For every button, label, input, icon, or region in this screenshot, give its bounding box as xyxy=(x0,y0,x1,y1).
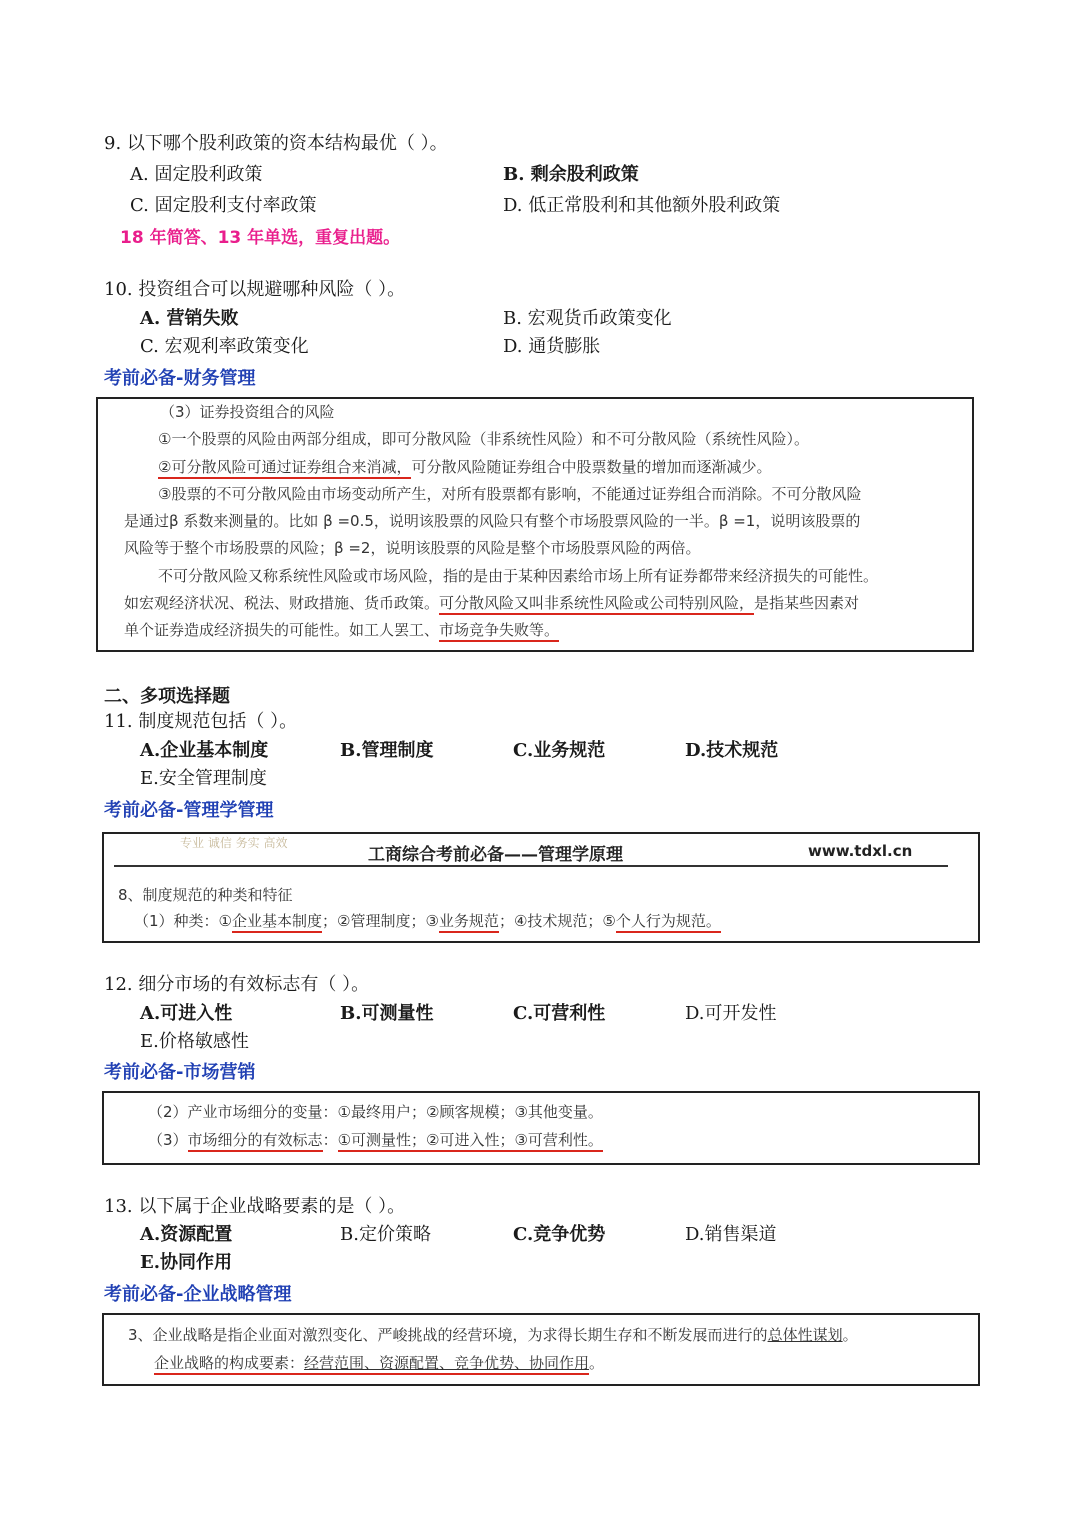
excerpt-line: ②可分散风险可通过证券组合来消减，可分散风险随证券组合中股票数量的增加而逐渐减少。 xyxy=(158,456,771,478)
underlined-text: ①可测量性；②可进入性；③可营利性。 xyxy=(338,1131,603,1152)
q11-stem: 11. 制度规范包括（ ）。 xyxy=(104,711,298,732)
underlined-text: 业务规范 xyxy=(439,912,499,933)
excerpt-line: （1）种类：①企业基本制度；②管理制度；③业务规范；④技术规范；⑤个人行为规范。 xyxy=(134,910,721,932)
q12-option-a: A.可进入性 xyxy=(140,1003,233,1024)
underlined-text: ②可分散风险可通过证券组合来消减， xyxy=(158,458,411,479)
q12-reference-heading: 考前必备-市场营销 xyxy=(104,1062,256,1083)
underlined-text: 个人行为规范。 xyxy=(616,912,721,933)
q12-option-e: E.价格敏感性 xyxy=(140,1031,249,1052)
underlined-text: 可分散风险又叫非系统性风险或公司特别风险， xyxy=(439,594,754,615)
q10-stem: 10. 投资组合可以规避哪种风险（ ）。 xyxy=(104,279,406,300)
q10-option-d: D. 通货膨胀 xyxy=(503,336,601,357)
q11-option-a: A.企业基本制度 xyxy=(140,740,269,761)
q12-reference-excerpt xyxy=(102,1091,980,1165)
excerpt-line: 单个证券造成经济损失的可能性。如工人罢工、市场竞争失败等。 xyxy=(124,619,559,641)
excerpt-line: 不可分散风险又称系统性风险或市场风险，指的是由于某种因素给市场上所有证券都带来经济损失的可能性。 xyxy=(158,567,879,585)
q11-option-c: C.业务规范 xyxy=(513,740,606,761)
q11-option-d: D.技术规范 xyxy=(685,740,779,761)
excerpt-line: 如宏观经济状况、税法、财政措施、货币政策。可分散风险又叫非系统性风险或公司特别风险，是指某些因素对 xyxy=(124,592,859,614)
header-slogan: 专业 诚信 务实 高效 xyxy=(180,836,288,850)
excerpt-line: 企业战略的构成要素：经营范围、资源配置、竞争优势、协同作用。 xyxy=(154,1352,604,1374)
excerpt-line: 3、企业战略是指企业面对激烈变化、严峻挑战的经营环境，为求得长期生存和不断发展而进行的总体性谋划。 xyxy=(128,1326,858,1344)
excerpt-line: 8、制度规范的种类和特征 xyxy=(118,886,293,904)
excerpt-line: （3）证券投资组合的风险 xyxy=(160,403,335,421)
q13-stem: 13. 以下属于企业战略要素的是（ ）。 xyxy=(104,1196,406,1217)
q10-option-a: A. 营销失败 xyxy=(140,308,239,329)
section-heading-multiple-choice: 二、多项选择题 xyxy=(104,686,230,707)
q10-option-b: B. 宏观货币政策变化 xyxy=(503,308,672,329)
q11-reference-excerpt xyxy=(102,832,980,943)
q13-option-d: D.销售渠道 xyxy=(685,1224,777,1245)
q12-option-c: C.可营利性 xyxy=(513,1003,606,1024)
header-url: www.tdxl.cn xyxy=(808,842,913,860)
excerpt-line: （2）产业市场细分的变量：①最终用户；②顾客规模；③其他变量。 xyxy=(148,1103,603,1121)
q9-stem: 9. 以下哪个股利政策的资本结构最优（ ）。 xyxy=(104,133,448,154)
q13-option-c: C.竞争优势 xyxy=(513,1224,606,1245)
q12-option-d: D.可开发性 xyxy=(685,1003,777,1024)
underlined-text: 总体性谋划 xyxy=(767,1326,843,1344)
q11-option-e: E.安全管理制度 xyxy=(140,768,267,789)
q13-option-e: E.协同作用 xyxy=(140,1252,232,1273)
excerpt-line: 是通过β 系数来测量的。比如 β =0.5，说明该股票的风险只有整个市场股票风险的一半。β =1，说明该股票的 xyxy=(124,512,861,530)
excerpt-line: ①一个股票的风险由两部分组成，即可分散风险（非系统性风险）和不可分散风险（系统性风险）。 xyxy=(158,430,809,448)
q13-reference-heading: 考前必备-企业战略管理 xyxy=(104,1284,292,1305)
q9-option-a: A. 固定股利政策 xyxy=(130,164,263,185)
underlined-text: 市场竞争失败等。 xyxy=(439,621,559,642)
underlined-text: 市场细分的有效标志 xyxy=(188,1131,323,1152)
excerpt-line: 风险等于整个市场股票的风险；β =2，说明该股票的风险是整个市场股票风险的两倍。 xyxy=(124,539,701,557)
q9-option-c: C. 固定股利支付率政策 xyxy=(130,195,317,216)
q9-exam-note: 18 年简答、13 年单选，重复出题。 xyxy=(120,228,401,248)
underlined-text: 企业基本制度 xyxy=(232,912,322,933)
header-divider xyxy=(114,865,948,867)
q10-option-c: C. 宏观利率政策变化 xyxy=(140,336,309,357)
header-title: 工商综合考前必备——管理学原理 xyxy=(368,845,623,865)
q9-option-b: B. 剩余股利政策 xyxy=(503,164,639,185)
excerpt-line: （3）市场细分的有效标志：①可测量性；②可进入性；③可营利性。 xyxy=(148,1129,603,1151)
q11-reference-heading: 考前必备-管理学管理 xyxy=(104,800,274,821)
excerpt-line: ③股票的不可分散风险由市场变动所产生，对所有股票都有影响，不能通过证券组合而消除。不可分散风险 xyxy=(158,485,862,503)
q13-option-a: A.资源配置 xyxy=(140,1224,233,1245)
q9-option-d: D. 低正常股利和其他额外股利政策 xyxy=(503,195,781,216)
q12-stem: 12. 细分市场的有效标志有（ ）。 xyxy=(104,974,370,995)
q11-option-b: B.管理制度 xyxy=(340,740,434,761)
q12-option-b: B.可测量性 xyxy=(340,1003,434,1024)
q13-option-b: B.定价策略 xyxy=(340,1224,431,1245)
q10-reference-heading: 考前必备-财务管理 xyxy=(104,368,256,389)
underlined-text: 企业战略的构成要素： xyxy=(154,1354,304,1375)
underlined-text: 经营范围、资源配置、竞争优势、协同作用 xyxy=(304,1354,589,1375)
q10-reference-excerpt xyxy=(96,397,974,652)
q13-reference-excerpt xyxy=(102,1313,980,1386)
